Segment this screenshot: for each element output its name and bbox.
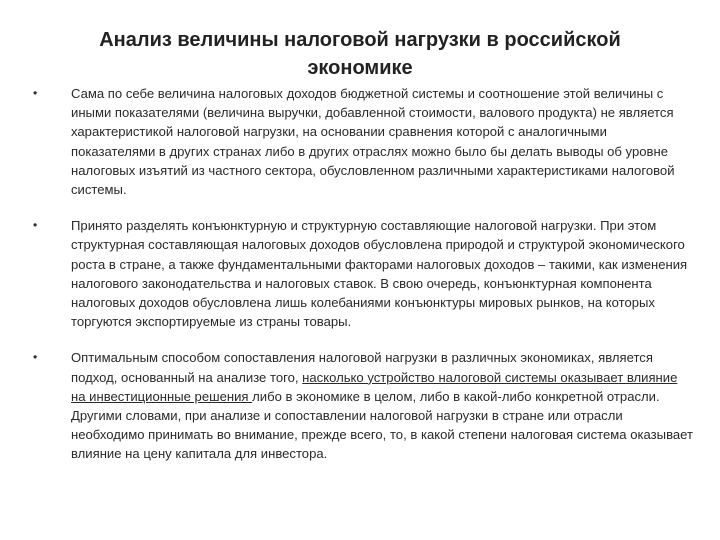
bullet-icon: • [33, 218, 38, 233]
bullet-icon: • [33, 350, 38, 365]
slide-title [60, 26, 660, 82]
bullet-icon: • [33, 86, 38, 100]
bullet-item-1 [33, 84, 693, 199]
bullet-text-3-start: Оптимальным способом сопоставления налоговой нагрузки в различных экономиках, является подход, основанный на анализе того, [71, 350, 653, 385]
bullet-list [33, 84, 693, 464]
bullet-item-3 [33, 348, 693, 463]
slide-title-line-2: экономике [307, 57, 413, 79]
slide-title-line-1: Анализ величины налоговой нагрузки в российской [99, 29, 621, 51]
bullet-text-2: Принято разделять конъюнктурную и структурную составляющие налоговой нагрузки. При этом структурная составляющая налоговых доходов обусловлена природой и структурой экономического роста в стране, а также фундаментальными факторами налоговых доходов – такими, как изменения налогового законодательства и налоговых ставок. В свою очередь, конъюнктурная компонента налоговых доходов обусловлена лишь колебаниями конъюнктуры мировых рынков, на которых торгуются экспортируемые из страны товары. [71, 218, 688, 330]
bullet-text-1: Сама по себе величина налоговых доходов бюджетной системы и соотношение этой величины с иными показателями (величина выручки, добавленной стоимости, валового продукта) не является характеристикой налоговой нагрузки, на основании сравнения которой с аналогичными показателями в других странах либо в других отраслях можно было бы делать выводы об уровне налоговых изъятий из частного сектора, обусловленном различными характеристиками налоговой системы. [71, 86, 675, 198]
bullet-text-3-underlined: насколько устройство налоговой системы оказывает влияние на инвестиционные решения [71, 369, 678, 404]
bullet-item-2 [33, 216, 693, 331]
bullet-text-3 [71, 348, 693, 463]
bullet-text-3-end: либо в экономике в целом, либо в какой-либо конкретной отрасли. Другими словами, при анализе и сопоставлении налоговой нагрузки в стране или отрасли необходимо принимать во внимание, прежде всего, то, в какой степени налоговая система оказывает влияние на цену капитала для инвестора. [71, 388, 694, 462]
